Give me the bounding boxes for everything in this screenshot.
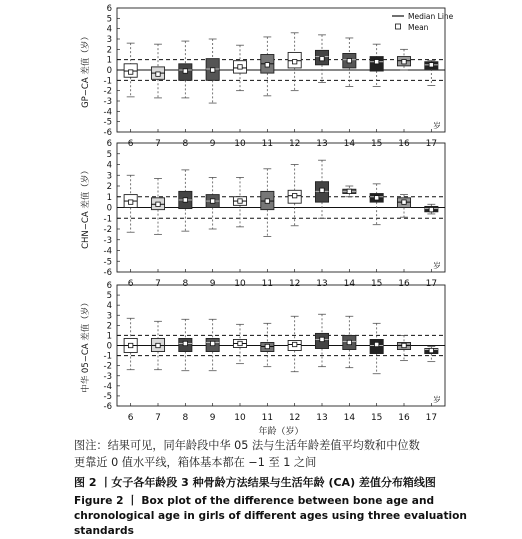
y-tick-label: -5 <box>103 117 112 128</box>
y-tick-label: 2 <box>106 321 112 332</box>
x-tick-label: 13 <box>316 413 328 423</box>
mean-marker <box>210 341 214 345</box>
y-tick-label: 6 <box>106 281 112 291</box>
box-10 <box>233 324 246 363</box>
legend-median-label: Median Line <box>408 12 454 21</box>
box-15 <box>370 323 383 373</box>
box-9 <box>206 319 219 370</box>
x-tick-label: 17 <box>425 413 438 423</box>
mean-marker <box>156 343 160 347</box>
mean-marker <box>429 63 433 67</box>
x-tick-label: 9 <box>209 413 216 423</box>
mean-marker <box>429 207 433 211</box>
mean-marker <box>238 199 242 203</box>
x-tick-label: 6 <box>127 413 134 423</box>
x-tick-label: 17 <box>425 139 438 149</box>
box-17 <box>425 347 438 362</box>
box-11 <box>261 37 274 96</box>
x-tick-label: 12 <box>288 413 301 423</box>
x-tick-label: 6 <box>127 139 134 149</box>
box-12 <box>288 316 301 371</box>
y-tick-label: -5 <box>103 391 112 402</box>
box-14 <box>343 316 356 367</box>
panel-2 <box>80 139 445 289</box>
mean-marker <box>292 342 296 346</box>
x-tick-label: 6 <box>127 279 134 289</box>
y-tick-label: -2 <box>103 361 112 372</box>
y-tick-label: 2 <box>106 182 112 192</box>
x-tick-label: 15 <box>370 279 383 289</box>
x-tick-label: 9 <box>209 139 216 149</box>
box-13 <box>315 160 328 218</box>
box-6 <box>124 43 137 97</box>
mean-marker <box>374 60 378 64</box>
figure-note <box>74 437 494 471</box>
x-tick-label: 16 <box>398 413 410 423</box>
y-tick-label: 2 <box>106 45 112 56</box>
box-17 <box>425 61 438 86</box>
y-tick-label: 3 <box>106 171 112 182</box>
legend-mean-label: Mean <box>408 23 429 32</box>
y-tick-label: -1 <box>103 76 112 87</box>
x-tick-label: 15 <box>370 413 383 423</box>
y-axis-label: 中华 05−CA 差值（岁） <box>81 298 91 393</box>
box-13 <box>315 35 328 83</box>
x-tick-label: 8 <box>182 413 189 423</box>
box-14 <box>343 38 356 87</box>
y-axis-label: CHN−CA 差值（岁） <box>81 166 91 249</box>
mean-marker <box>320 337 324 341</box>
x-tick-label: 10 <box>234 413 246 423</box>
figure-note-line-1: 图注：结果可见，同年龄段中华 05 法与生活年龄差值平均数和中位数 <box>74 439 420 452</box>
mean-marker <box>210 68 214 72</box>
y-tick-label: -5 <box>103 257 112 268</box>
y-tick-label: -6 <box>103 402 112 412</box>
x-tick-label: 16 <box>398 279 410 289</box>
y-tick-label: 1 <box>106 331 112 342</box>
figure-title-en: Figure 2 丨 Box plot of the difference between bone age and chronological age in girls of different ages using three evaluation standards <box>74 495 467 537</box>
y-tick-label: 3 <box>106 35 112 45</box>
box-9 <box>206 177 219 229</box>
y-tick-label: 4 <box>106 160 112 171</box>
y-tick-label: 3 <box>106 311 112 322</box>
panel-1 <box>80 4 454 149</box>
mean-marker <box>128 200 132 204</box>
x-tick-label: 10 <box>234 139 246 149</box>
x-tick-label: 11 <box>261 279 274 289</box>
mean-marker <box>402 200 406 204</box>
mean-marker <box>128 70 132 74</box>
legend-mean-swatch <box>396 24 401 29</box>
x-tick-label: 11 <box>261 413 274 423</box>
mean-marker <box>156 72 160 76</box>
box-13 <box>315 314 328 366</box>
mean-marker <box>320 56 324 60</box>
box-11 <box>261 323 274 366</box>
box-7 <box>151 44 164 98</box>
x-tick-label: 11 <box>261 139 274 149</box>
mean-marker <box>210 199 214 203</box>
y-tick-label: 1 <box>106 55 112 66</box>
mean-marker <box>238 341 242 345</box>
box-16 <box>397 335 410 360</box>
y-tick-label: -4 <box>103 107 112 118</box>
y-tick-label: -3 <box>103 371 112 382</box>
x-axis-label: 年龄（岁） <box>258 427 304 437</box>
mean-marker <box>347 189 351 193</box>
box-10 <box>233 177 246 226</box>
x-tick-label: 13 <box>316 139 328 149</box>
y-tick-label: -3 <box>103 235 112 246</box>
y-tick-label: 4 <box>106 24 112 35</box>
mean-marker <box>156 202 160 206</box>
box-17 <box>425 204 438 214</box>
mean-marker <box>320 188 324 192</box>
mean-marker <box>292 60 296 64</box>
x-tick-label: 13 <box>316 279 328 289</box>
mean-marker <box>238 65 242 69</box>
y-tick-label: -1 <box>103 214 112 225</box>
x-tick-label: 7 <box>155 279 161 289</box>
x-tick-label: 14 <box>343 413 356 423</box>
box-11 <box>261 169 274 237</box>
x-tick-label: 8 <box>182 139 189 149</box>
y-tick-label: 4 <box>106 301 112 312</box>
box-6 <box>124 318 137 369</box>
x-tick-label: 12 <box>288 279 301 289</box>
mean-marker <box>265 344 269 348</box>
x-tick-label: 8 <box>182 279 189 289</box>
x-tick-label: 7 <box>155 413 161 423</box>
mean-marker <box>402 60 406 64</box>
y-tick-label: 5 <box>106 14 112 25</box>
mean-marker <box>265 63 269 67</box>
y-tick-label: 0 <box>106 203 112 214</box>
box-7 <box>151 178 164 234</box>
x-tick-label: 10 <box>234 279 246 289</box>
x-tick-label: 17 <box>425 279 438 289</box>
panel-unit-label: 岁 <box>433 261 441 270</box>
x-tick-label: 9 <box>209 279 216 289</box>
mean-marker <box>128 343 132 347</box>
y-tick-label: 5 <box>106 149 112 160</box>
mean-marker <box>347 59 351 63</box>
figure-title-cn: 图 2 丨女子各年龄段 3 种骨龄方法结果与生活年龄 (CA) 差值分布箱线图 <box>74 476 436 489</box>
y-tick-label: -2 <box>103 86 112 97</box>
y-tick-label: 1 <box>106 192 112 203</box>
box-8 <box>179 319 192 370</box>
box-12 <box>288 33 301 91</box>
figure-note-line-2: 更靠近 0 值水平线，箱体基本都在 −1 至 1 之间 <box>74 456 317 469</box>
box-16 <box>397 195 410 218</box>
panel-3 <box>80 281 445 437</box>
mean-marker <box>402 343 406 347</box>
mean-marker <box>183 341 187 345</box>
mean-marker <box>429 348 433 352</box>
mean-marker <box>347 340 351 344</box>
y-tick-label: -3 <box>103 97 112 107</box>
panel-unit-label: 岁 <box>433 121 441 130</box>
x-tick-label: 14 <box>343 279 356 289</box>
y-tick-label: -2 <box>103 225 112 235</box>
y-tick-label: -4 <box>103 381 112 392</box>
mean-marker <box>265 199 269 203</box>
mean-marker <box>374 196 378 200</box>
box-6 <box>124 175 137 232</box>
x-tick-label: 14 <box>343 139 356 149</box>
box-16 <box>397 49 410 70</box>
box-12 <box>288 165 301 226</box>
box-8 <box>179 170 192 231</box>
mean-marker <box>374 342 378 346</box>
y-tick-label: 6 <box>106 4 112 14</box>
x-tick-label: 15 <box>370 139 383 149</box>
y-tick-label: 0 <box>106 66 112 76</box>
y-tick-label: -4 <box>103 246 112 257</box>
panel-unit-label: 岁 <box>433 395 441 404</box>
y-tick-label: -6 <box>103 268 112 278</box>
x-tick-label: 12 <box>288 139 301 149</box>
y-tick-label: 5 <box>106 291 112 302</box>
mean-marker <box>183 198 187 202</box>
y-tick-label: 0 <box>106 341 112 352</box>
mean-marker <box>292 193 296 197</box>
y-axis-label: GP−CA 差值（岁） <box>81 32 91 108</box>
box-7 <box>151 321 164 369</box>
x-tick-label: 7 <box>155 139 161 149</box>
y-tick-label: 6 <box>106 139 112 149</box>
box-9 <box>206 39 219 103</box>
x-tick-label: 16 <box>398 139 410 149</box>
box-10 <box>233 45 246 90</box>
box-8 <box>179 41 192 98</box>
box-14 <box>343 186 356 197</box>
mean-marker <box>183 69 187 73</box>
y-tick-label: -1 <box>103 351 112 362</box>
y-tick-label: -6 <box>103 128 112 138</box>
